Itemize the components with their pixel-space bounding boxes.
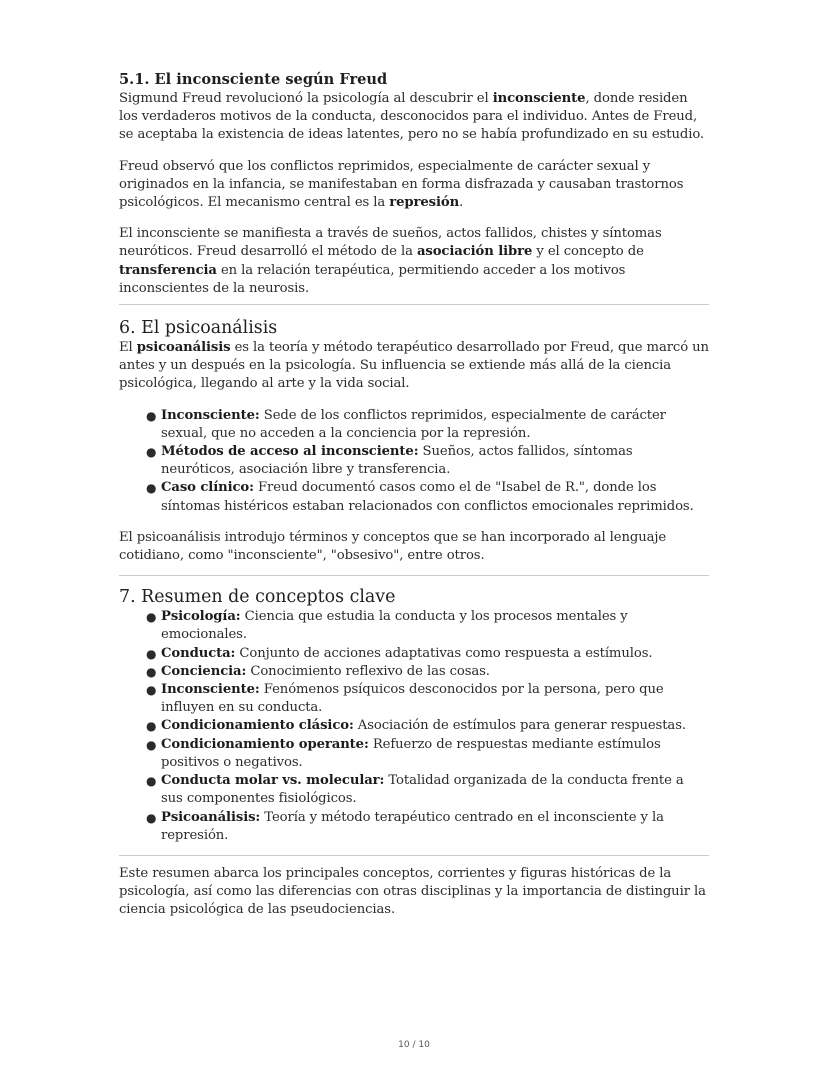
section-5-1-paragraph-2	[119, 158, 709, 213]
text-run: Totalidad organizada de la conducta frente a sus componentes fisiológicos.	[161, 773, 684, 807]
text-run: El inconsciente se manifiesta a través de sueños, actos fallidos, chistes y síntomas neuróticos. Freud desarrolló el método de la	[119, 226, 662, 260]
document-page	[119, 70, 709, 920]
bullet-icon: ●	[146, 719, 157, 734]
text-run: y el concepto de	[532, 244, 644, 260]
text-run: Freud observó que los conflictos reprimidos, especialmente de carácter sexual y originados en la infancia, se manifestaban en forma disfrazada y causaban trastornos psicológicos. El mecanismo central es la	[119, 158, 684, 211]
list-item	[146, 443, 709, 479]
bold-term: Conducta molar vs. molecular:	[161, 773, 385, 789]
bold-term: Psicoanálisis:	[161, 809, 261, 825]
text-run: Ciencia que estudia la conducta y los procesos mentales y emocionales.	[161, 609, 628, 643]
text-run: es la teoría y método terapéutico desarrollado por Freud, que marcó un antes y un después en la psicología. Su influencia se extiende más allá de la ciencia psicológica, llegando al arte y la vida social.	[119, 340, 709, 392]
bullet-icon: ●	[146, 610, 157, 625]
list-item	[146, 772, 709, 808]
text-run: .	[459, 195, 464, 211]
list-item	[146, 407, 709, 443]
section-6-intro	[119, 339, 709, 394]
bullet-icon: ●	[146, 683, 157, 698]
bullet-icon: ●	[146, 737, 157, 752]
text-run: Conocimiento reflexivo de las cosas.	[246, 663, 490, 679]
section-7-heading: 7. Resumen de conceptos clave	[119, 587, 396, 608]
closing-paragraph: Este resumen abarca los principales conceptos, corrientes y figuras históricas de la psicología, así como las diferencias con otras disciplinas y la importancia de distinguir la ciencia psicológica de las pseudociencias.	[119, 865, 706, 918]
list-item	[146, 809, 709, 845]
text-run: Sueños, actos fallidos, síntomas neuróticos, asociación libre y transferencia.	[161, 444, 633, 478]
bold-term: transferencia	[119, 262, 217, 278]
bold-term: Inconsciente:	[161, 407, 260, 423]
text-run: , donde residen los verdaderos motivos de la conducta, desconocidos para el individuo. Antes de Freud, se aceptaba la existencia de ideas latentes, pero no se había profundizado en su estudio.	[119, 91, 705, 143]
bullet-icon: ●	[146, 664, 157, 679]
text-run: El	[119, 340, 137, 356]
section-5-1-heading: 5.1. El inconsciente según Freud	[119, 71, 388, 88]
list-item	[146, 608, 709, 644]
text-run: en la relación terapéutica, permitiendo acceder a los motivos inconscientes de la neurosis.	[119, 262, 626, 296]
bold-term: inconsciente	[492, 91, 586, 106]
bullet-icon: ●	[146, 810, 157, 825]
list-item	[146, 645, 709, 663]
bold-term: represión	[389, 195, 460, 211]
text-run: Sede de los conflictos reprimidos, especialmente de carácter sexual, que no acceden a la conciencia por la represión.	[161, 407, 666, 441]
page-number: 10 / 10	[398, 1040, 430, 1050]
text-run: Asociación de estímulos para generar respuestas.	[353, 718, 686, 734]
bold-term: psicoanálisis	[136, 340, 231, 356]
section-7-bullet-list	[119, 608, 709, 845]
bold-term: Inconsciente:	[161, 682, 260, 698]
bullet-icon: ●	[146, 646, 157, 661]
text-run: Fenómenos psíquicos desconocidos por la persona, pero que influyen en su conducta.	[161, 682, 664, 716]
text-run: Sigmund Freud revolucionó la psicología al descubrir el	[119, 91, 493, 106]
section-6-heading: 6. El psicoanálisis	[119, 318, 278, 339]
bullet-icon: ●	[146, 774, 157, 789]
bold-term: Métodos de acceso al inconsciente:	[161, 444, 419, 460]
bold-term: asociación libre	[416, 244, 533, 260]
bullet-icon: ●	[146, 481, 157, 496]
section-5-1-paragraph-1	[119, 90, 709, 145]
list-item	[146, 717, 709, 735]
list-item	[146, 479, 709, 515]
bullet-icon: ●	[146, 445, 157, 460]
bold-term: Condicionamiento clásico:	[161, 718, 354, 734]
bold-term: Psicología:	[161, 609, 241, 625]
list-item	[146, 681, 709, 717]
text-run: Conjunto de acciones adaptativas como respuesta a estímulos.	[235, 645, 653, 661]
bold-term: Condicionamiento operante:	[161, 736, 369, 752]
bold-term: Conciencia:	[161, 663, 247, 679]
bullet-icon: ●	[146, 408, 157, 423]
section-6-outro: El psicoanálisis introdujo términos y conceptos que se han incorporado al lenguaje cotidiano, como "inconsciente", "obsesivo", entre otros.	[119, 529, 667, 564]
text-run: Refuerzo de respuestas mediante estímulos positivos o negativos.	[161, 736, 661, 770]
text-run: Freud documentó casos como el de "Isabel de R.", donde los síntomas histéricos estaban relacionados con conflictos emocionales reprimidos.	[161, 480, 694, 514]
section-5-1-paragraph-3	[119, 225, 709, 298]
section-6-bullet-list	[119, 407, 709, 516]
bold-term: Caso clínico:	[161, 480, 254, 496]
list-item	[146, 736, 709, 772]
list-item	[146, 663, 709, 681]
text-run: Teoría y método terapéutico centrado en el inconsciente y la represión.	[161, 809, 664, 843]
bold-term: Conducta:	[161, 645, 236, 661]
